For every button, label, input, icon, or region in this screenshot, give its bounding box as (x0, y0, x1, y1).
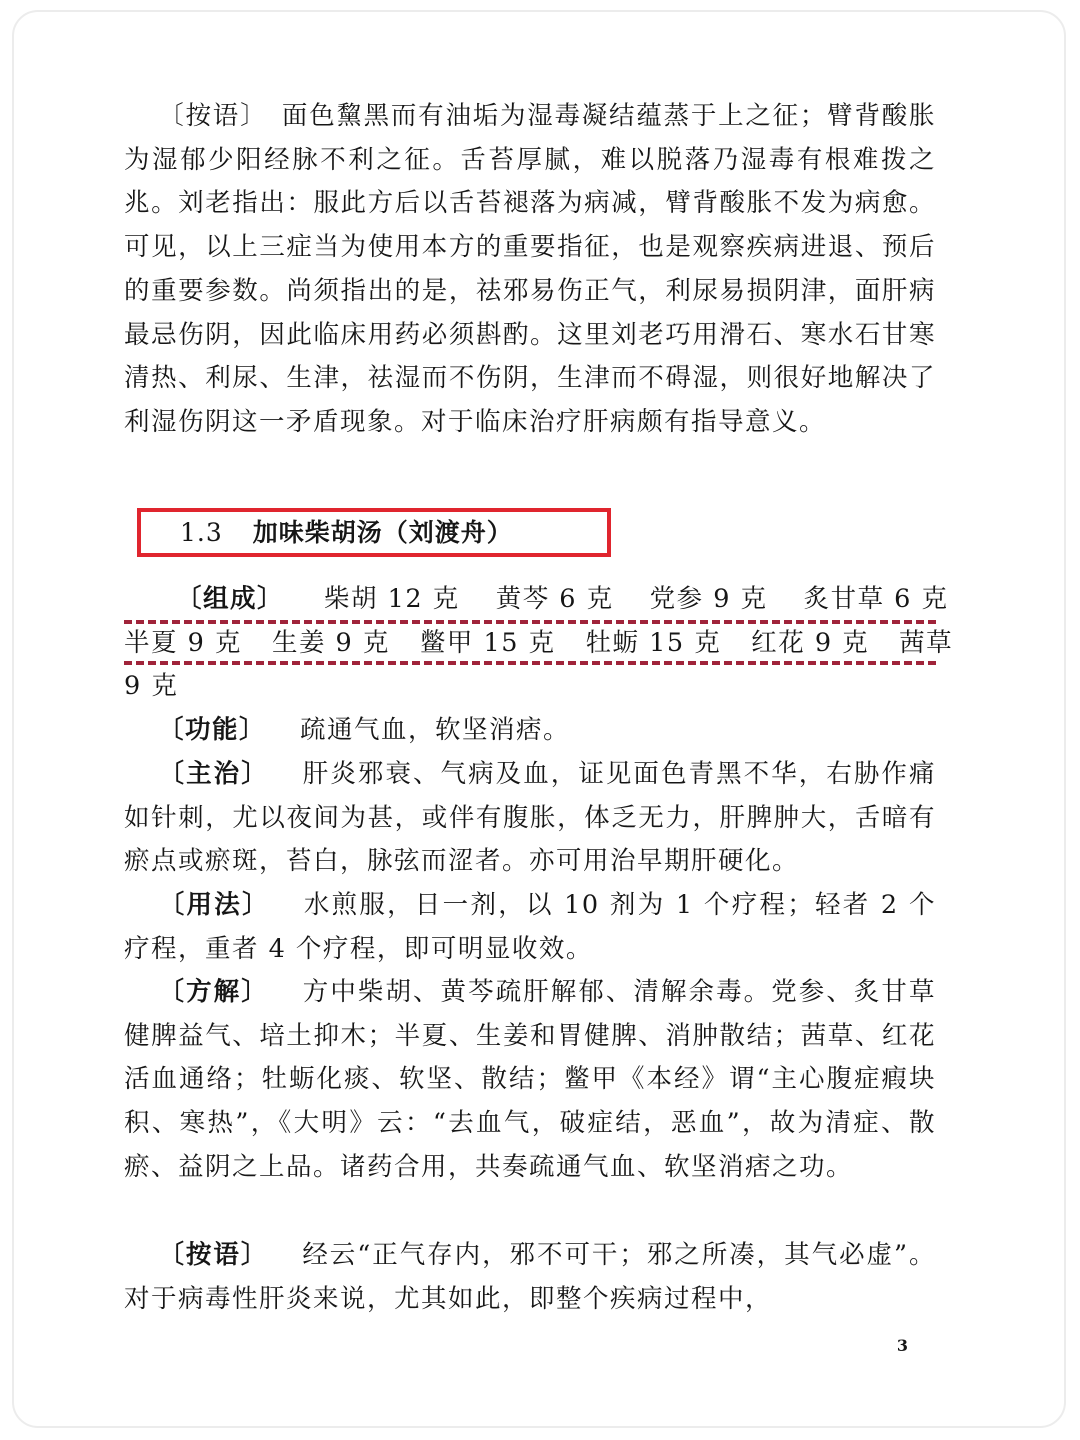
zhuzhi-label: 〔主治〕 (158, 759, 269, 789)
composition-line-3 (124, 665, 936, 709)
herb-item: 生姜 9 克 (271, 628, 390, 658)
gongneng-paragraph (124, 709, 936, 753)
herb-item: 9 克 (124, 671, 179, 701)
anyu-text-1: 〔按语〕 面色黧黑而有油垢为湿毒凝结蕴蒸于上之征；臂背酸胀为湿郁少阳经脉不利之征。舌苔厚腻，难以脱落乃湿毒有根难拨之兆。刘老指出：服此方后以舌苔褪落为病减，臂背酸胀不发为病愈。可见，以上三症当为使用本方的重要指征，也是观察疾病进退、预后的重要参数。尚须指出的是，祛邪易伤正气，利尿易损阴津，面肝病最忌伤阴，因此临床用药必须斟酌。这里刘老巧用滑石、寒水石甘寒清热、利尿、生津，祛湿而不伤阴，生津而不碍湿，则很好地解决了利湿伤阴这一矛盾现象。对于临床治疗肝病颇有指导意义。 (124, 101, 936, 437)
composition-line-1 (176, 578, 988, 622)
heading-number: 1.3 (180, 518, 223, 547)
fangjie-text: 方中柴胡、黄芩疏肝解郁、清解余毒。党参、炙甘草健脾益气、培土抑木；半夏、生姜和胃健脾、消肿散结；茜草、红花活血通络；牡蛎化痰、软坚、散结；鳖甲《本经》谓“主心腹症瘕块积、寒热”，《大明》云：“去血气，破症结，恶血”，故为清症、散瘀、益阴之上品。诸药合用，共奏疏通气血、软坚消痞之功。 (124, 977, 936, 1182)
gongneng-label: 〔功能〕 (158, 715, 267, 745)
herb-item: 鳖甲 15 克 (419, 628, 556, 658)
anyu2-label: 〔按语〕 (158, 1240, 269, 1270)
anyu-paragraph-2 (124, 1234, 936, 1321)
zhuzhi-paragraph (124, 753, 936, 884)
herb-item: 黄芩 6 克 (495, 584, 614, 614)
anyu-paragraph-1 (124, 95, 936, 445)
yongfa-text: 水煎服，日一剂，以 10 剂为 1 个疗程；轻者 2 个疗程，重者 4 个疗程，即可明显收效。 (124, 890, 936, 964)
yongfa-paragraph (124, 884, 936, 971)
anyu2-text: 经云“正气存内，邪不可干；邪之所凑，其气必虚”。对于病毒性肝炎来说，尤其如此，即整个疾病过程中， (124, 1240, 936, 1314)
herb-item: 茜草 (899, 628, 954, 658)
zhuzhi-text: 肝炎邪衰、气病及血，证见面色青黑不华，右胁作痛如针刺，尤以夜间为甚，或伴有腹胀，体乏无力，肝脾肿大，舌暗有瘀点或瘀斑，苔白，脉弦而涩者。亦可用治早期肝硬化。 (124, 759, 936, 877)
heading-title: 加味柴胡汤（刘渡舟） (252, 518, 513, 547)
composition-label: 〔组成〕 (176, 584, 285, 614)
fangjie-paragraph (124, 971, 936, 1190)
page-number: 3 (896, 1336, 908, 1355)
gongneng-text: 疏通气血，软坚消痞。 (300, 715, 571, 745)
herb-item: 牡蛎 15 克 (585, 628, 722, 658)
herb-item: 半夏 9 克 (124, 628, 242, 658)
herb-item: 红花 9 克 (751, 628, 870, 658)
herb-item: 炙甘草 6 克 (803, 584, 949, 614)
composition-line-2 (124, 622, 954, 666)
section-heading (180, 513, 513, 553)
herb-item: 柴胡 12 克 (324, 584, 460, 614)
herb-item: 党参 9 克 (649, 584, 768, 614)
fangjie-label: 〔方解〕 (158, 977, 269, 1007)
yongfa-label: 〔用法〕 (158, 890, 270, 920)
